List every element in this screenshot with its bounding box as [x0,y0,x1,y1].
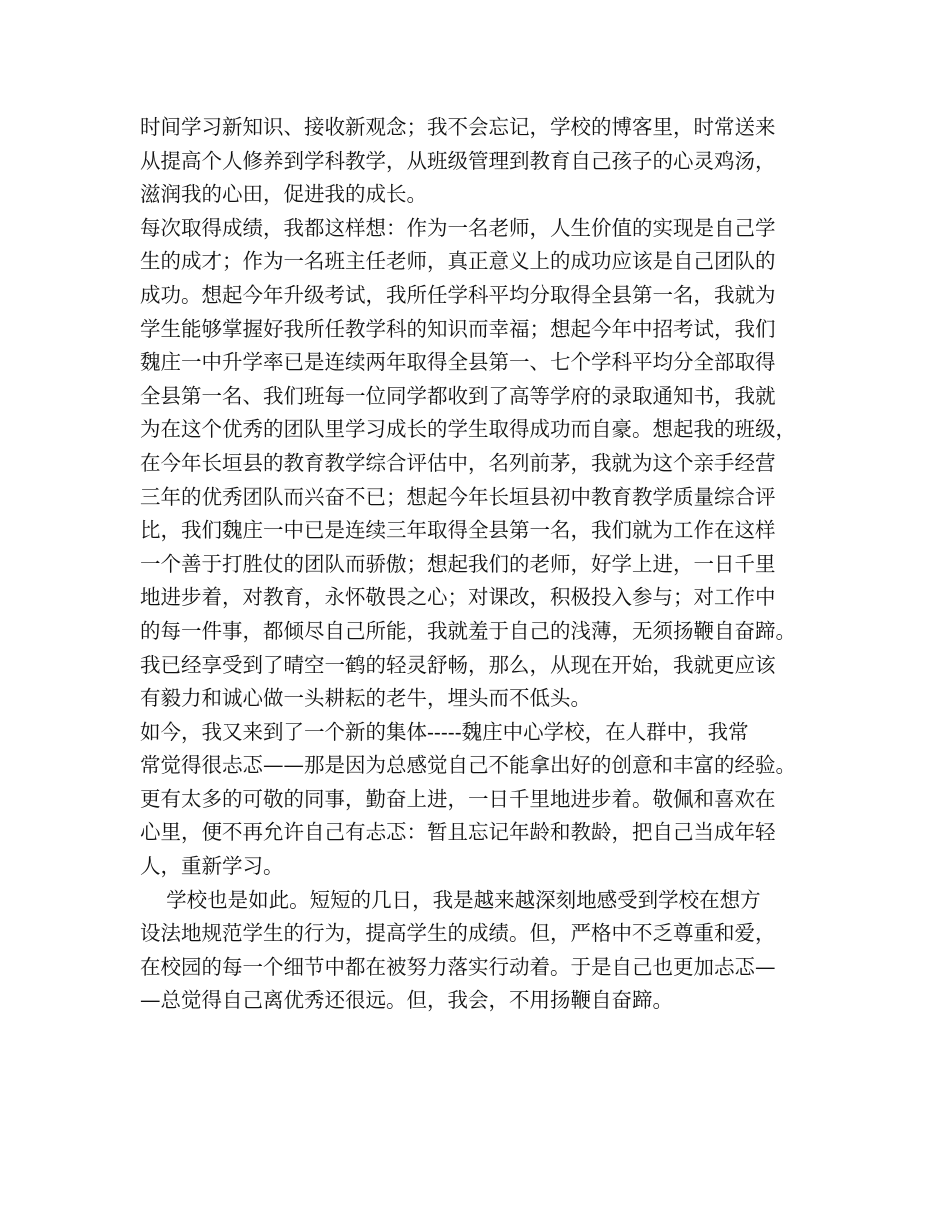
text-line: 人，重新学习。 [140,854,284,879]
text-line: 学校也是如此。短短的几日，我是越来越深刻地感受到学校在想方 [140,887,761,912]
text-line: 的每一件事，都倾尽自己所能，我就羞于自己的浅薄，无须扬鞭自奋蹄。 [140,618,796,643]
text-line: 三年的优秀团队而兴奋不已；想起今年长垣县初中教育教学质量综合评 [140,484,776,509]
text-line: 我已经享受到了晴空一鹤的轻灵舒畅，那么，从现在开始，我就更应该 [140,652,776,677]
text-line: 成功。想起今年升级考试，我所任学科平均分取得全县第一名，我就为 [140,282,776,307]
text-line: 滋润我的心田，促进我的成长。 [140,182,427,207]
text-line: 在今年长垣县的教育教学综合评估中，名列前茅，我就为这个亲手经营 [140,450,776,475]
text-line: 常觉得很忐忑——那是因为总感觉自己不能拿出好的创意和丰富的经验。 [140,753,796,778]
text-line: 一个善于打胜仗的团队而骄傲；想起我们的老师，好学上进，一日千里 [140,551,776,576]
text-line: 魏庄一中升学率已是连续两年取得全县第一、七个学科平均分全部取得 [140,350,776,375]
text-line: 如今，我又来到了一个新的集体-----魏庄中心学校，在人群中，我常 [140,719,749,744]
text-line: —总觉得自己离优秀还很远。但，我会，不用扬鞭自奋蹄。 [140,988,673,1013]
text-line: 时间学习新知识、接收新观念；我不会忘记，学校的博客里，时常送来 [140,115,776,139]
text-line: 更有太多的可敬的同事，勤奋上进，一日千里地进步着。敬佩和喜欢在 [140,786,776,811]
text-line: 生的成才；作为一名班主任老师，真正意义上的成功应该是自己团队的 [140,249,776,274]
text-line: 每次取得成绩，我都这样想：作为一名老师，人生价值的实现是自己学 [140,215,776,240]
text-line: 从提高个人修养到学科教学，从班级管理到教育自己孩子的心灵鸡汤， [140,148,776,173]
text-line: 全县第一名、我们班每一位同学都收到了高等学府的录取通知书，我就 [140,383,776,408]
text-line: 地进步着，对教育，永怀敬畏之心；对课改，积极投入参与；对工作中 [140,585,776,610]
text-line: 有毅力和诚心做一头耕耘的老牛，埋头而不低头。 [140,686,591,711]
text-line: 设法地规范学生的行为，提高学生的成绩。但，严格中不乏尊重和爱， [140,921,776,946]
text-line: 在校园的每一个细节中都在被努力落实行动着。于是自己也更加忐忑— [140,954,776,979]
document-body [140,111,840,1018]
text-line: 为在这个优秀的团队里学习成长的学生取得成功而自豪。想起我的班级， [140,417,796,442]
text-line: 心里，便不再允许自己有忐忑：暂且忘记年龄和教龄，把自己当成年轻 [140,820,776,845]
text-line: 比，我们魏庄一中已是连续三年取得全县第一名，我们就为工作在这样 [140,518,776,543]
text-line: 学生能够掌握好我所任教学科的知识而幸福；想起今年中招考试，我们 [140,316,776,341]
